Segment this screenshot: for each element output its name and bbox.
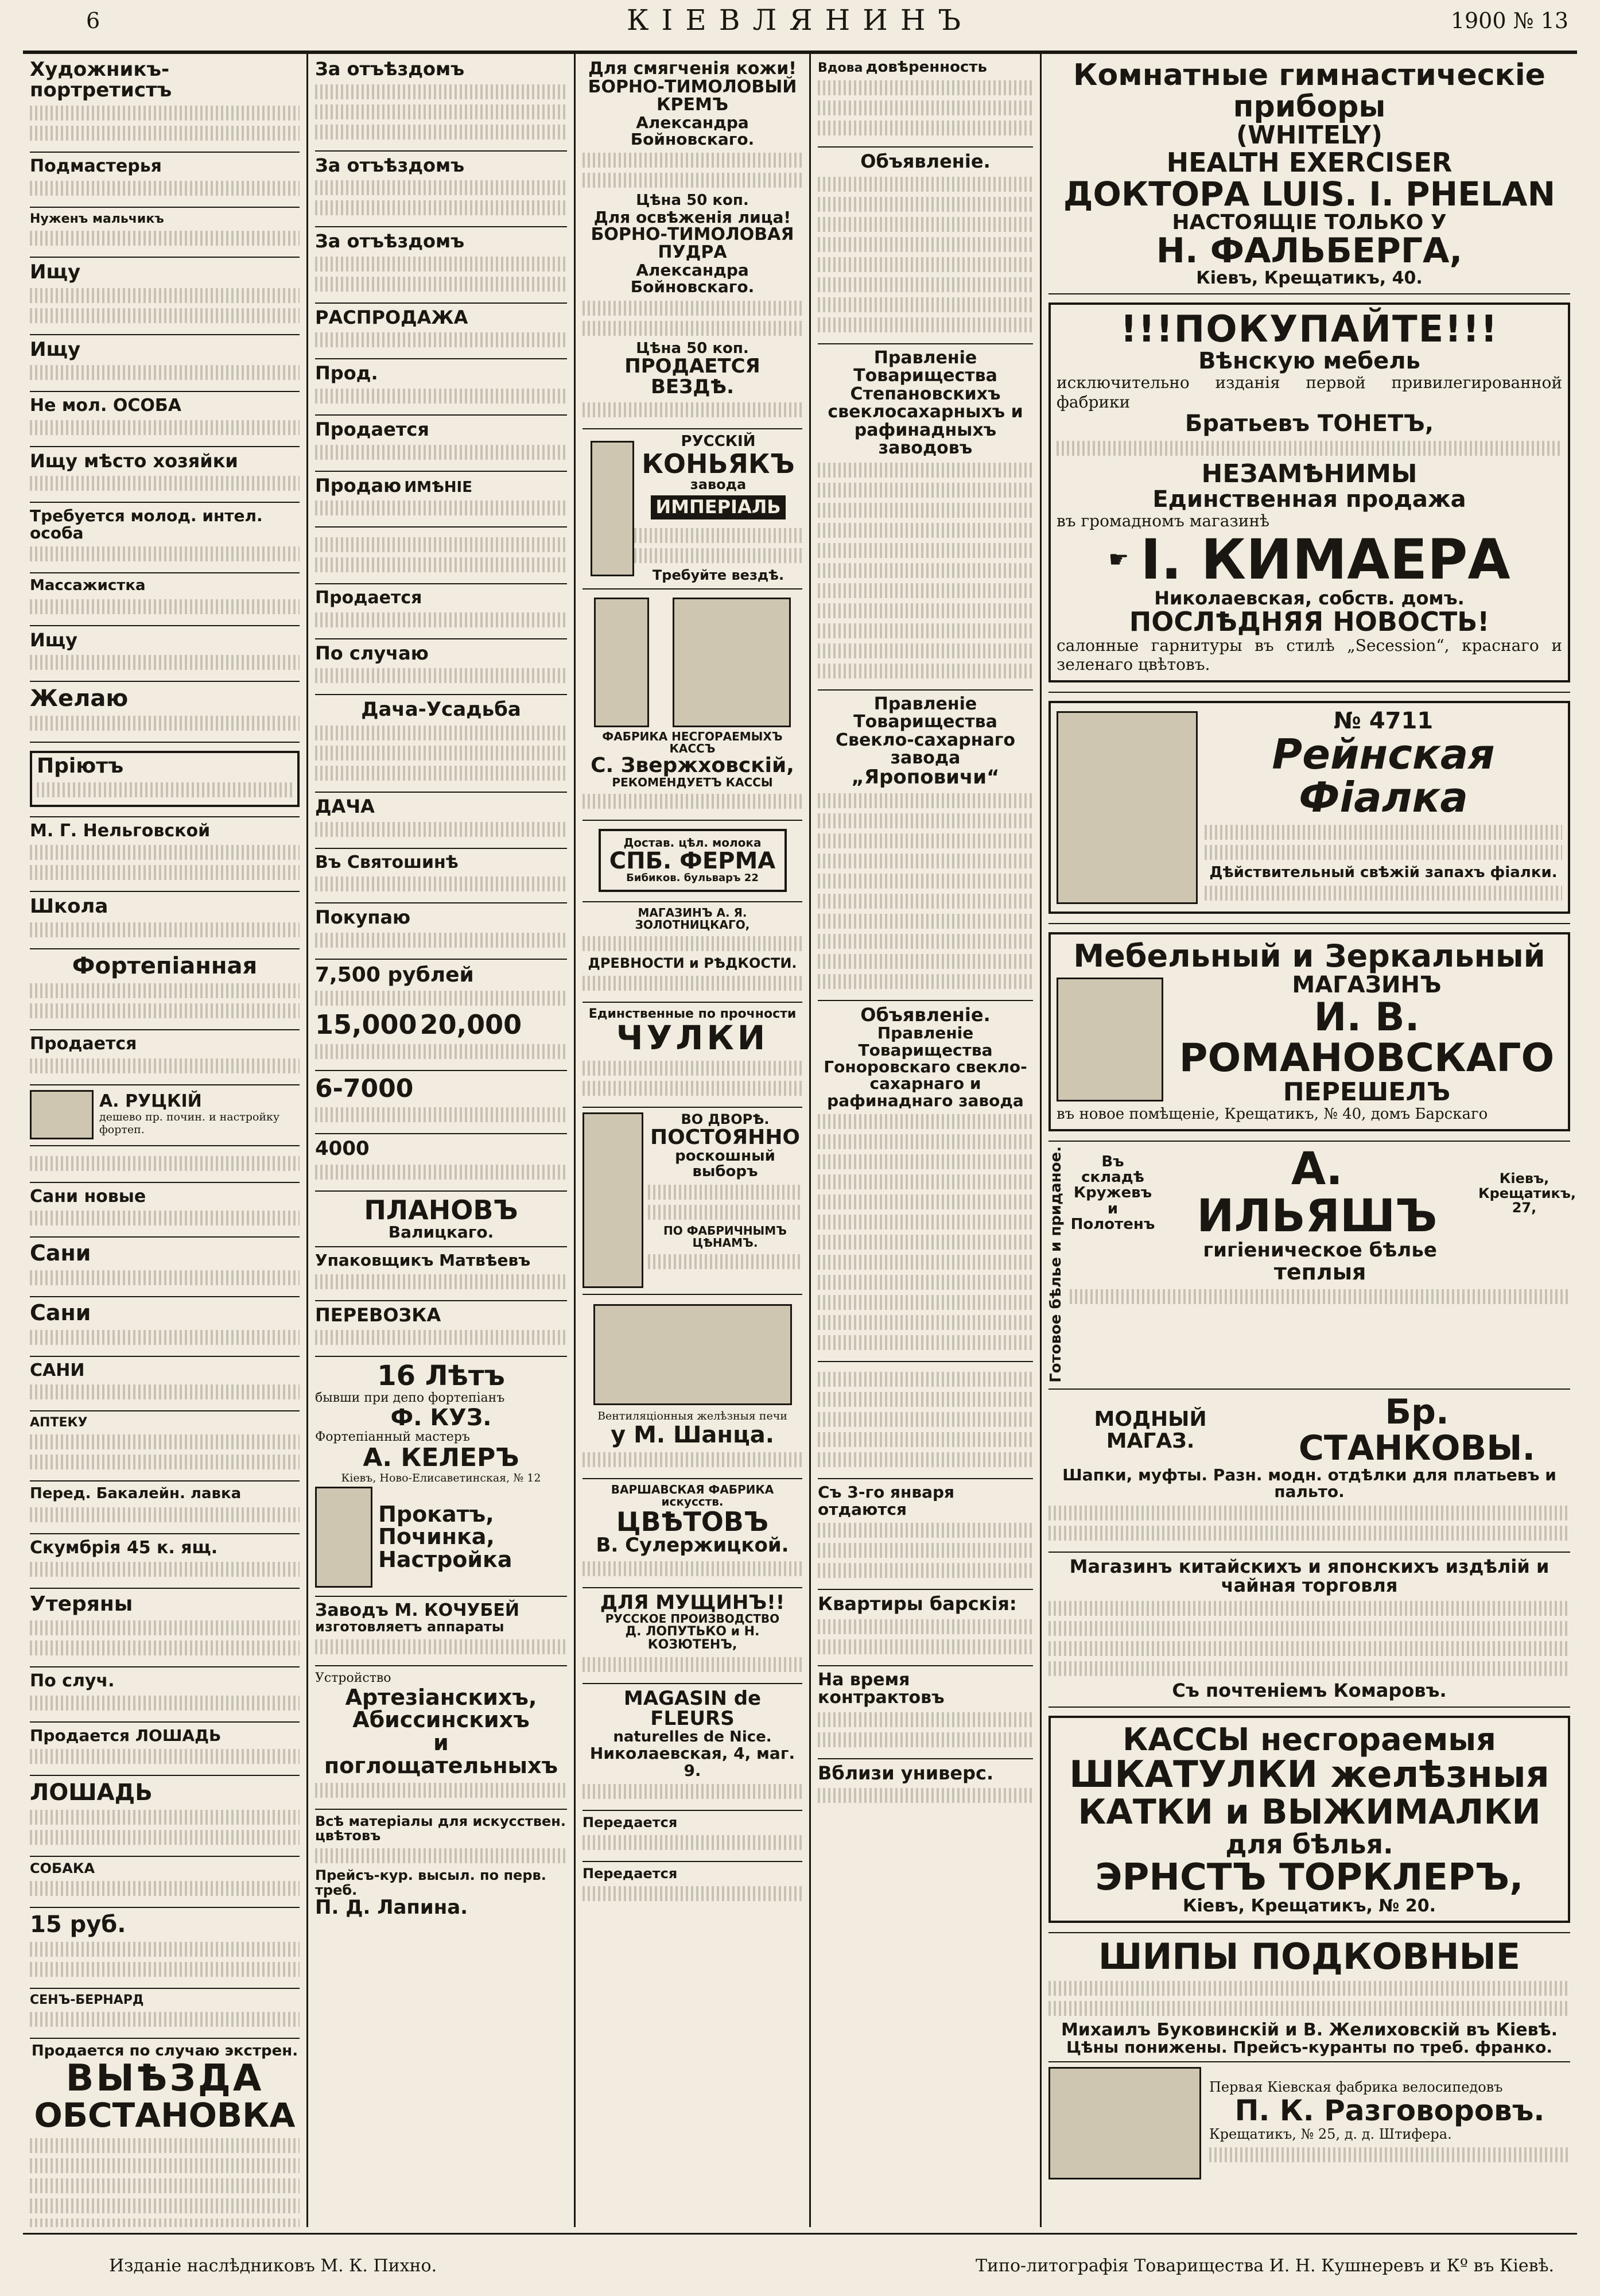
notice — [818, 1362, 1033, 1479]
classified-ad: Передается — [582, 1811, 802, 1862]
header-rule — [23, 51, 1577, 54]
classified-ad: Пріютъ — [30, 743, 300, 817]
classified-ad: ЛОШАДЬ — [30, 1776, 300, 1857]
classified-ad: Сани — [30, 1297, 300, 1357]
bicycle-illustration — [1048, 2067, 1201, 2179]
piano-illustration — [30, 1090, 94, 1139]
classified-ad: Продаю ИМѢНІЕ — [315, 472, 567, 528]
classified-ad: 15 руб. — [30, 1908, 300, 1989]
notice: Правленіе Товарищества Свекло-сахарнаго завода „Яроповичи“ — [818, 691, 1033, 1001]
classified-ad: Школа — [30, 892, 300, 949]
classified-ad: Прод. — [315, 359, 567, 416]
notice: Объявленіе. — [818, 148, 1033, 344]
publisher-note: Изданіе наслѣдниковъ М. К. Пихно. — [109, 2256, 437, 2276]
classified-ad: М. Г. Нельговской — [30, 817, 300, 893]
masthead: КIЕВЛЯНИНЪ — [626, 3, 974, 37]
linen-ad: Готовое бѣлье и приданое. Въ складѣ Кружевъ и Полотенъ А. ИЛЬЯШЪ Кіевъ, Крещатикъ, 27, гигіеническое бѣлье теплыя — [1048, 1142, 1570, 1390]
page-header — [0, 0, 1600, 52]
classified-ad: За отъѣздомъ — [315, 227, 567, 304]
classified-ad: По случ. — [30, 1667, 300, 1723]
classified-ad: Художникъ-портретистъ — [30, 55, 300, 153]
bottle-illustration — [591, 441, 634, 576]
classified-ad: По случаю — [315, 639, 567, 696]
notice: Правленіе Товарищества Степановскихъ свеклосахарныхъ и рафинадныхъ заводовъ — [818, 344, 1033, 691]
safe-illustration — [673, 598, 791, 727]
classified-ad: Фортепіанная — [30, 949, 300, 1030]
classified-ad: Желаю — [30, 682, 300, 743]
classified-ad: СЕНЪ-БЕРНАРД — [30, 1989, 300, 2039]
classified-ad: Продается — [315, 416, 567, 472]
issue-number: 1900 № 13 — [1450, 8, 1568, 33]
classified-ad: Упаковщикъ Матвѣевъ — [315, 1247, 567, 1301]
stove-illustration — [593, 1304, 792, 1405]
classified-ad: Заводъ М. КОЧУБЕЙ изготовляетъ аппараты — [315, 1597, 567, 1666]
stockings-ad: Единственные по прочности ЧУЛКИ — [582, 1003, 802, 1108]
fashion-store-ad: МОДНЫЙ МАГАЗ. Бр. СТАНКОВЫ. Шапки, муфты. Разн. модн. отдѣлки для платьевъ и пальто. — [1048, 1390, 1570, 1553]
classified-ad: Ищу — [30, 335, 300, 393]
classified-ad: СОБАКА — [30, 1857, 300, 1908]
classified-ad: САНИ — [30, 1357, 300, 1412]
classified-ad: Продается — [315, 584, 567, 639]
stove-ad: Вентиляціонныя желѣзныя печи у М. Шанца. — [582, 1295, 802, 1479]
classified-ad: Подмастерья — [30, 153, 300, 208]
classified-ad: Дача-Усадьба — [315, 695, 567, 793]
armchair-illustration — [1057, 978, 1163, 1102]
classified-ad: Продается — [30, 1030, 300, 1085]
ties-ad: ВО ДВОРѢ. ПОСТОЯННО роскошный выборъ ПО ФАБРИЧНЫМЪ ЦѢНАМЪ. — [582, 1108, 802, 1295]
tea-shop-ad: Магазинъ китайскихъ и японскихъ издѣлій и чайная торговля Съ почтеніемъ Комаровъ. — [1048, 1553, 1570, 1708]
key-illustration — [594, 598, 649, 727]
classified-ad: Нуженъ мальчикъ — [30, 208, 300, 258]
classified-ad: Утеряны — [30, 1589, 300, 1667]
classified-ad: Перед. Бакалейн. лавка — [30, 1481, 300, 1534]
column-3 — [576, 55, 809, 2227]
classified-ad: ДАЧА — [315, 793, 567, 849]
classified-ad: Въ Святошинѣ — [315, 849, 567, 904]
cream-ad: Для смягченія кожи! БОРНО-ТИМОЛОВЫЙ КРЕМЪ Александра Бойновскаго. Цѣна 50 коп. Для освѣженія лица! БОРНО-ТИМОЛОВАЯ ПУДРА Александра Бойновскаго. Цѣна 50 коп. ПРОДАЕТСЯ ВЕЗДѢ. — [582, 55, 802, 429]
classified-ad: Сани — [30, 1238, 300, 1297]
perfume-bottle-illustration — [1057, 711, 1198, 904]
classified-ad: На время контрактовъ — [818, 1666, 1033, 1759]
classified-ad: ПЕРЕВОЗКА — [315, 1301, 567, 1358]
notice: Вдова довѣренность — [818, 55, 1033, 148]
classified-ad: Ищу — [30, 258, 300, 335]
classified-ad: Продается ЛОШАДЬ — [30, 1723, 300, 1776]
milk-farm-ad: Достав. цѣл. молока СПБ. ФЕРМА Бибиков. бульваръ 22 — [582, 821, 802, 902]
classified-ad: Квартиры барскія: — [818, 1590, 1033, 1666]
classified-ad: Требуется молод. интел. особа — [30, 503, 300, 573]
classified-ad: АПТЕКУ — [30, 1411, 300, 1481]
classified-ad: 7,500 рублей 15,000 20,000 — [315, 960, 567, 1071]
flowers-ad: ВАРШАВСКАЯ ФАБРИКА искусств. ЦВѢТОВЪ В. Сулержицкой. — [582, 1479, 802, 1588]
classified-ad: ПЛАНОВЪ Валицкаго. — [315, 1192, 567, 1248]
classified-ad: А. РУЦКІЙ дешево пр. почин. и настройку фортеп. — [30, 1085, 300, 1146]
tie-box-illustration — [582, 1112, 643, 1288]
classified-ad: Не мол. ОСОБА — [30, 392, 300, 447]
footer-rule — [23, 2233, 1577, 2235]
furniture-tonet-ad: !!!ПОКУПАЙТЕ!!! Вѣнскую мебель исключительно изданія первой привилегированной фабрики Братьевъ ТОНЕТЪ, НЕЗАМѢНИМЫ Единственная продажа въ громадномъ магазинѣ ☛ I. КИМАЕРА Николаевская, собств. домъ. ПОСЛѢДНЯЯ НОВОСТЬ! салонные гарнитуры въ стилѣ „Secession“, краснаго и зеленаго цвѣтовъ. — [1048, 294, 1570, 693]
cognac-ad: РУССКІЙ КОНЬЯКЪ завода ИМПЕРІАЛЬ Требуйте вездѣ. — [582, 429, 802, 589]
classified-ad: Ищу — [30, 626, 300, 682]
page-footer — [0, 2233, 1600, 2296]
page-number: 6 — [86, 8, 100, 33]
classified-ad: Скумбрія 45 к. ящ. — [30, 1534, 300, 1589]
classified-ad: Продается по случаю экстрен. ВЫѢЗДА ОБСТАНОВКА — [30, 2039, 300, 2227]
piano-master-ad: 16 Лѣтъ бывши при депо фортепіанъ Ф. КУЗ. Фортепіанный мастеръ А. КЕЛЕРЪ Кіевъ, Ново-Елисаветинская, № 12 Прокатъ, Починка, Настройка — [315, 1357, 567, 1597]
horseshoe-ad: ШИПЫ ПОДКОВНЫЕ Михаилъ Буковинскій и В. Желиховскій въ Кіевѣ. Цѣны понижены. Прейсъ-куранты по треб. франко. — [1048, 1933, 1570, 2062]
classified-ad: Передается — [582, 1862, 802, 1912]
bicycle-ad: Первая Кіевская фабрика велосипедовъ П. К. Разговоровъ. Крещатикъ, № 25, д. д. Штифера. — [1048, 2062, 1570, 2185]
classified-ad: Покупаю — [315, 903, 567, 960]
classified-ad: Массажистка — [30, 573, 300, 626]
mirror-store-ad: Мебельный и Зеркальный МАГАЗИНЪ И. В. РОМАНОВСКАГО ПЕРЕШЕЛЪ въ новое помѣщеніе, Крещатикъ, № 40, домъ Барскаго — [1048, 924, 1570, 1142]
gymnastics-ad: Комнатные гимнастическіе приборы (WHITELY) HEALTH EXERCISER ДОКТОРА LUIS. I. PHELAN НАСТОЯЩІЕ ТОЛЬКО У Н. ФАЛЬБЕРГА, Кіевъ, Крещатикъ, 40. — [1048, 55, 1570, 294]
safe-factory-ad: ФАБРИКА НЕСГОРАЕМЫХЪ КАССЪ С. Звержховскій, РЕКОМЕНДУЕТЪ КАССЫ — [582, 589, 802, 821]
classified-ad: Съ 3-го января отдаются — [818, 1479, 1033, 1590]
piano-illustration — [315, 1487, 372, 1588]
printer-note: Типо-литографія Товарищества И. Н. Кушнеревъ и Кº въ Кіевѣ. — [976, 2256, 1555, 2276]
classified-ad: Всѣ матеріалы для искусствен. цвѣтовъ Прейсъ-кур. высыл. по перв. треб. П. Д. Лапина. — [315, 1813, 566, 1919]
classified-ad — [30, 1146, 300, 1183]
menswear-ad: ДЛЯ МУЩИНЪ!! РУССКОЕ ПРОИЗВОДСТВО Д. ЛОПУТЬКО и Н. КОЗЮТЕНЪ, — [582, 1588, 802, 1684]
classified-ad: Сани новые — [30, 1183, 300, 1238]
antiques-ad: МАГАЗИНЪ А. Я. ЗОЛОТНИЦКАГО, ДРЕВНОСТИ и РѢДКОСТИ. — [582, 902, 802, 1003]
notice: Объявленіе. Правленіе Товарищества Гоноровскаго свекло-сахарнаго и рафинаднаго завода — [818, 1001, 1033, 1363]
nice-flowers-ad: MAGASIN de FLEURS naturelles de Nice. Николаевская, 4, маг. 9. — [582, 1684, 802, 1811]
column-5 — [1042, 55, 1577, 2227]
classified-ad: За отъѣздомъ — [315, 55, 567, 152]
safes-torkler-ad: КАССЫ несгораемыя ШКАТУЛКИ желѣзныя КАТКИ и ВЫЖИМАЛКИ для бѣлья. ЭРНСТЪ ТОРКЛЕРЪ, Кіевъ, Крещатикъ, № 20. — [1048, 1708, 1570, 1934]
pointing-hand-icon: ☛ — [1108, 546, 1129, 573]
column-2 — [308, 55, 574, 2227]
column-1 — [23, 55, 306, 2227]
classified-ad: РАСПРОДАЖА — [315, 304, 567, 360]
classified-ad: Устройство Артезіанскихъ, Абиссинскихъ и поглощательныхъ — [315, 1666, 567, 1810]
classified-ad: Ищу мѣсто хозяйки — [30, 447, 300, 503]
classified-ad: Вблизи универс. — [818, 1759, 1033, 1814]
classified-ad: 4000 — [315, 1134, 567, 1192]
classified-ad: 6-7000 — [315, 1071, 567, 1134]
violet-perfume-ad: № 4711 Рейнская Фіалка Дѣйствительный свѣжій запахъ фіалки. — [1048, 693, 1570, 924]
column-4 — [811, 55, 1040, 2227]
classified-ad: За отъѣздомъ — [315, 152, 567, 228]
classified-ad — [315, 528, 567, 584]
